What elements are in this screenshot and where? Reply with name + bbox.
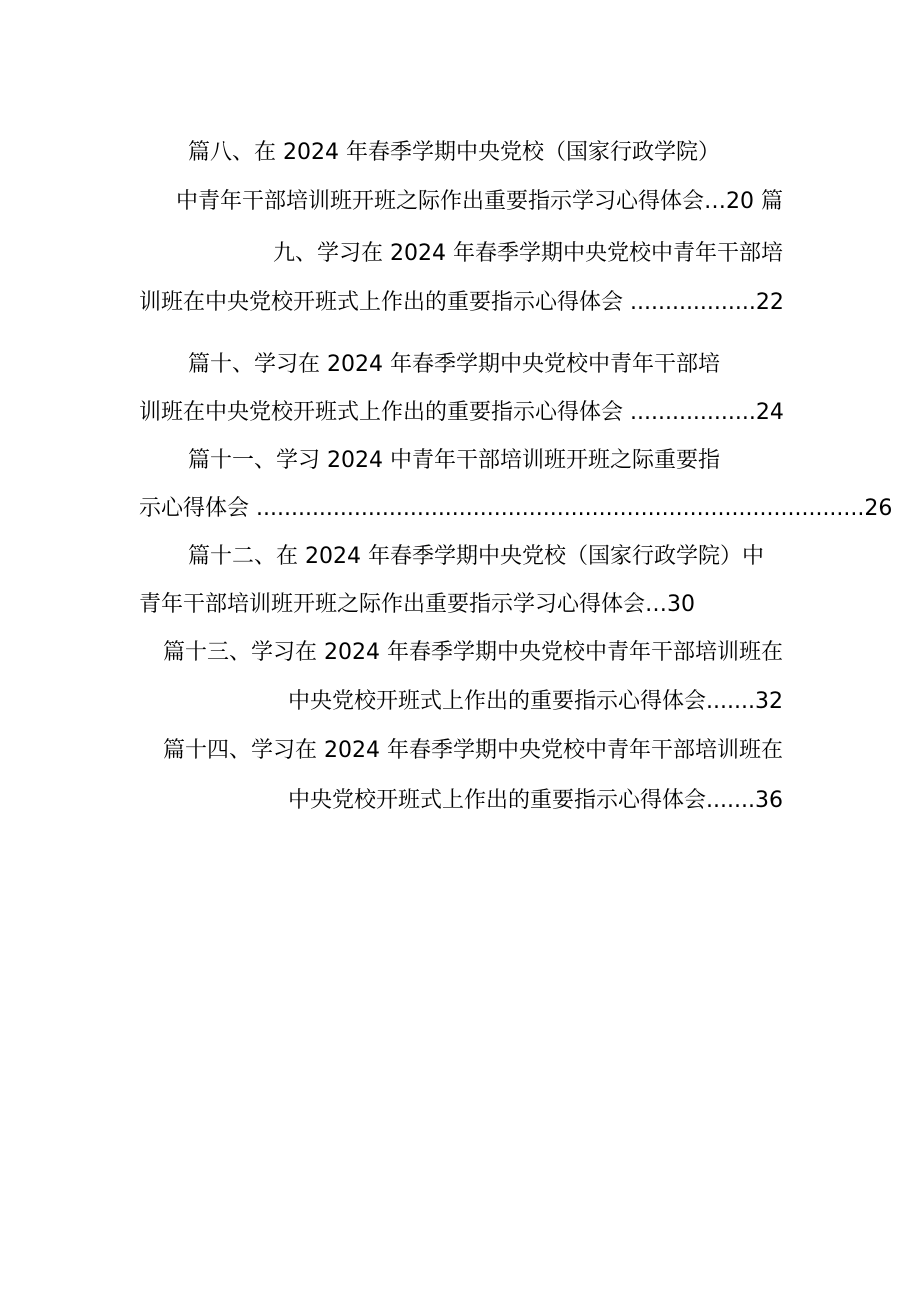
- toc-line: 篇十、学习在 2024 年春季学期中央党校中青年干部培: [188, 352, 720, 377]
- toc-line: 青年干部培训班开班之际作出重要指示学习心得体会…30: [139, 592, 695, 617]
- toc-line: 训班在中央党校开班式上作出的重要指示心得体会 ..................22: [139, 290, 784, 315]
- toc-line: 中央党校开班式上作出的重要指示心得体会.......32: [288, 689, 783, 714]
- toc-line: 篇十二、在 2024 年春季学期中央党校（国家行政学院）中: [188, 544, 764, 569]
- toc-line: 篇十四、学习在 2024 年春季学期中央党校中青年干部培训班在: [163, 738, 783, 763]
- toc-line: 篇八、在 2024 年春季学期中央党校（国家行政学院）: [188, 140, 720, 165]
- toc-line: 训班在中央党校开班式上作出的重要指示心得体会 ..................24: [139, 400, 784, 425]
- toc-line: 篇十三、学习在 2024 年春季学期中央党校中青年干部培训班在: [163, 640, 783, 665]
- toc-line: 中青年干部培训班开班之际作出重要指示学习心得体会…20 篇: [176, 189, 783, 214]
- toc-line: 示心得体会 .......................................................................................26: [139, 496, 893, 521]
- toc-line: 篇十一、学习 2024 中青年干部培训班开班之际重要指: [188, 448, 720, 473]
- toc-line: 九、学习在 2024 年春季学期中央党校中青年干部培: [273, 241, 783, 266]
- toc-line: 中央党校开班式上作出的重要指示心得体会.......36: [288, 788, 783, 813]
